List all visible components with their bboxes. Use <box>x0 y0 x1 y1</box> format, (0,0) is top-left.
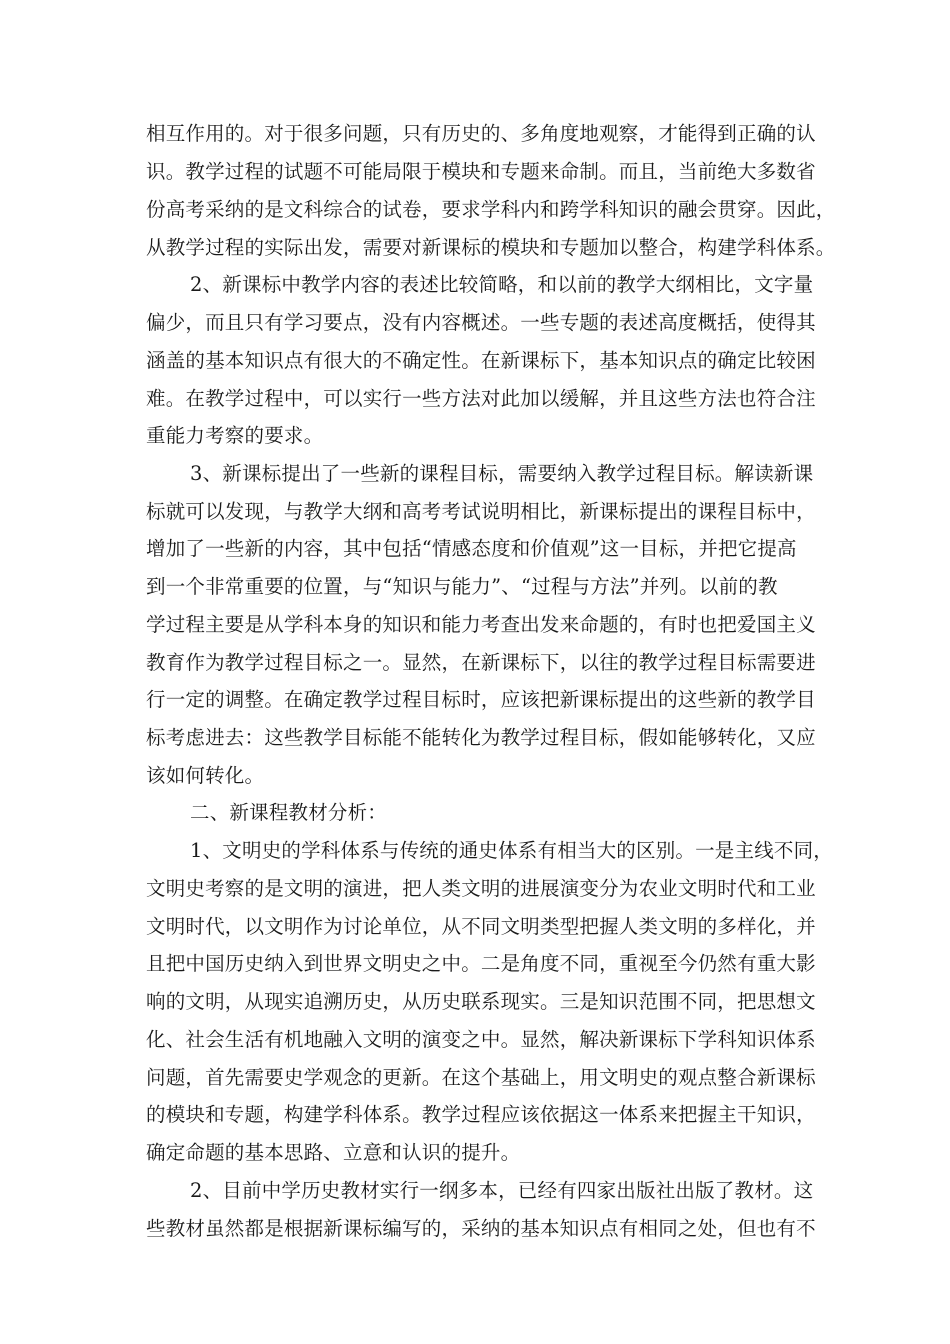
text-line: 难。在教学过程中，可以实行一些方法对此加以缓解，并且这些方法也符合注 <box>146 387 816 410</box>
text-line: 文明史考察的是文明的演进，把人类文明的进展演变分为农业文明时代和工业 <box>146 877 816 900</box>
text-line: 从教学过程的实际出发，需要对新课标的模块和专题加以整合，构建学科体系。 <box>146 236 836 259</box>
text-line: 文明时代，以文明作为讨论单位，从不同文明类型把握人类文明的多样化，并 <box>146 915 816 938</box>
text-line: 响的文明，从现实追溯历史，从历史联系现实。三是知识范围不同，把思想文 <box>146 990 816 1013</box>
text-line: 涵盖的基本知识点有很大的不确定性。在新课标下，基本知识点的确定比较困 <box>146 349 816 372</box>
section-heading: 二、新课程教材分析： <box>190 801 388 824</box>
text-line: 识。教学过程的试题不可能局限于模块和专题来命制。而且，当前绝大多数省 <box>146 160 816 183</box>
text-line: 学过程主要是从学科本身的知识和能力考查出发来命题的，有时也把爱国主义 <box>146 613 816 636</box>
text-line: 标考虑进去：这些教学目标能不能转化为教学过程目标，假如能够转化，又应 <box>146 726 816 749</box>
text-line: 标就可以发现，与教学大纲和高考考试说明相比，新课标提出的课程目标中， <box>146 500 816 523</box>
text-line: 偏少，而且只有学习要点，没有内容概述。一些专题的表述高度概括，使得其 <box>146 311 816 334</box>
text-line: 确定命题的基本思路、立意和认识的提升。 <box>146 1141 521 1164</box>
text-line: 问题，首先需要史学观念的更新。在这个基础上，用文明史的观点整合新课标 <box>146 1066 816 1089</box>
text-line: 增加了一些新的内容，其中包括“情感态度和价值观”这一目标，并把它提高 <box>146 537 797 560</box>
text-line: 些教材虽然都是根据新课标编写的，采纳的基本知识点有相同之处，但也有不 <box>146 1217 816 1240</box>
text-line: 且把中国历史纳入到世界文明史之中。二是角度不同，重视至今仍然有重大影 <box>146 952 816 975</box>
text-line: 2、目前中学历史教材实行一纲多本，已经有四家出版社出版了教材。这 <box>190 1179 814 1202</box>
text-line: 该如何转化。 <box>146 764 265 787</box>
text-line: 化、社会生活有机地融入文明的演变之中。显然，解决新课标下学科知识体系 <box>146 1028 816 1051</box>
text-line: 2、新课标中教学内容的表述比较简略，和以前的教学大纲相比，文字量 <box>190 273 814 296</box>
text-line: 相互作用的。对于很多问题，只有历史的、多角度地观察，才能得到正确的认 <box>146 122 816 145</box>
text-line: 的模块和专题，构建学科体系。教学过程应该依据这一体系来把握主干知识， <box>146 1103 816 1126</box>
text-line: 到一个非常重要的位置，与“知识与能力”、“过程与方法”并列。以前的教 <box>146 575 778 598</box>
text-line: 重能力考察的要求。 <box>146 424 324 447</box>
text-line: 3、新课标提出了一些新的课程目标，需要纳入教学过程目标。解读新课 <box>190 462 814 485</box>
text-line: 份高考采纳的是文科综合的试卷，要求学科内和跨学科知识的融会贯穿。因此， <box>146 198 836 221</box>
text-line: 行一定的调整。在确定教学过程目标时，应该把新课标提出的这些新的教学目 <box>146 688 816 711</box>
text-line: 1、文明史的学科体系与传统的通史体系有相当大的区别。一是主线不同， <box>190 839 834 862</box>
text-line: 教育作为教学过程目标之一。显然，在新课标下，以往的教学过程目标需要进 <box>146 651 816 674</box>
